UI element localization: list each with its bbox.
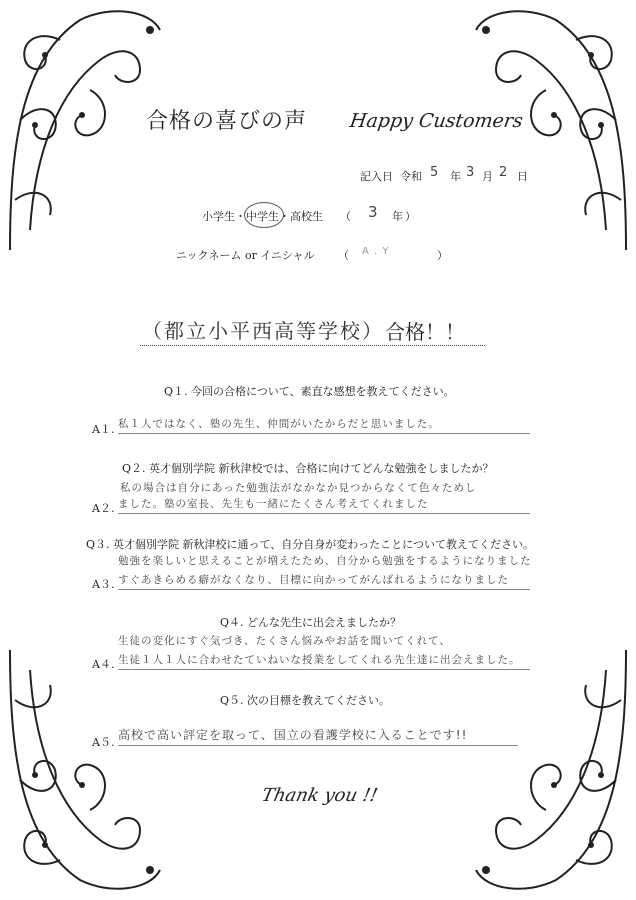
date-day-unit: 日 [517, 170, 528, 183]
answer-2-label: A２. [92, 502, 115, 515]
answer-5-label: A５. [92, 736, 115, 749]
answer-4-line-1: 生徒の変化にすぐ気づき、たくさん悩みやお話を聞いてくれて、 [118, 635, 451, 647]
corner-ornament-bottom-right-icon [466, 640, 636, 900]
date-year: 5 [430, 165, 440, 180]
date-era: 令和 [400, 170, 422, 183]
answer-2-line-1: 私の場合は自分にあった勉強法がなかなか見つからなくて色々ためし [120, 482, 477, 494]
date-month-unit: 月 [482, 170, 493, 183]
thank-you-text: Thank you !! [259, 785, 380, 806]
grade-options: 小学生・中学生・高校生 [202, 210, 323, 223]
nickname-value: A . Y [362, 246, 390, 257]
date-label: 記入日 [360, 170, 393, 183]
question-2: Q２. 英才個別学院 新秋津校では、合格に向けてどんな勉強をしましたか？ [122, 462, 494, 475]
grade-open-paren: （ [340, 210, 351, 223]
pass-label: 合格！！ [385, 320, 465, 344]
page-title: 合格の喜びの声 [146, 109, 308, 134]
nickname-close-paren: ） [437, 249, 448, 262]
answer-4-label: A４. [92, 658, 115, 671]
answer-1-line-1: 私１人ではなく、塾の先生、仲間がいたからだと思いました。 [118, 416, 530, 434]
date-year-unit: 年 [450, 170, 461, 183]
grade-close-paren: ） [405, 210, 416, 223]
answer-2-line-2: ました。塾の室長、先生も一緒にたくさん考えてくれました [118, 496, 530, 514]
answer-1-label: A１. [92, 423, 115, 436]
answer-5-line-1: 高校で高い評定を取って、国立の看護学校に入ることです!! [118, 726, 518, 746]
answer-3-label: A３. [92, 578, 115, 591]
question-4: Q４. どんな先生に出会えましたか？ [220, 616, 402, 629]
nickname-open-paren: （ [338, 249, 349, 262]
date-day: 2 [499, 165, 509, 180]
nickname-label: ニックネーム or イニシャル [176, 249, 315, 262]
answer-3-line-2: すぐあきらめる癖がなくなり、目標に向かってがんばれるようになりました [118, 572, 530, 590]
grade-value: 3 [368, 203, 379, 221]
corner-ornament-top-left-icon [0, 0, 170, 260]
question-3: Q３. 英才個別学院 新秋津校に通って、自分自身が変わったことについて教えてください。 [86, 538, 534, 551]
page-subtitle: Happy Customers [348, 110, 525, 132]
answer-3-line-1: 勉強を楽しいと思えることが増えたため、自分から勉強をするようになりました [118, 555, 532, 567]
date-month: 3 [466, 165, 476, 180]
question-1: Q１. 今回の合格について、素直な感想を教えてください。 [164, 385, 455, 398]
answer-4-line-2: 生徒１人１人に合わせたていねいな授業をしてくれる先生達に出会えました。 [118, 652, 530, 670]
grade-unit: 年 [392, 210, 403, 223]
school-name: （都立小平西高等学校） [142, 319, 384, 343]
corner-ornament-bottom-left-icon [0, 640, 170, 900]
selected-grade-circle [244, 202, 284, 228]
question-5: Q５. 次の目標を教えてください。 [220, 694, 391, 707]
